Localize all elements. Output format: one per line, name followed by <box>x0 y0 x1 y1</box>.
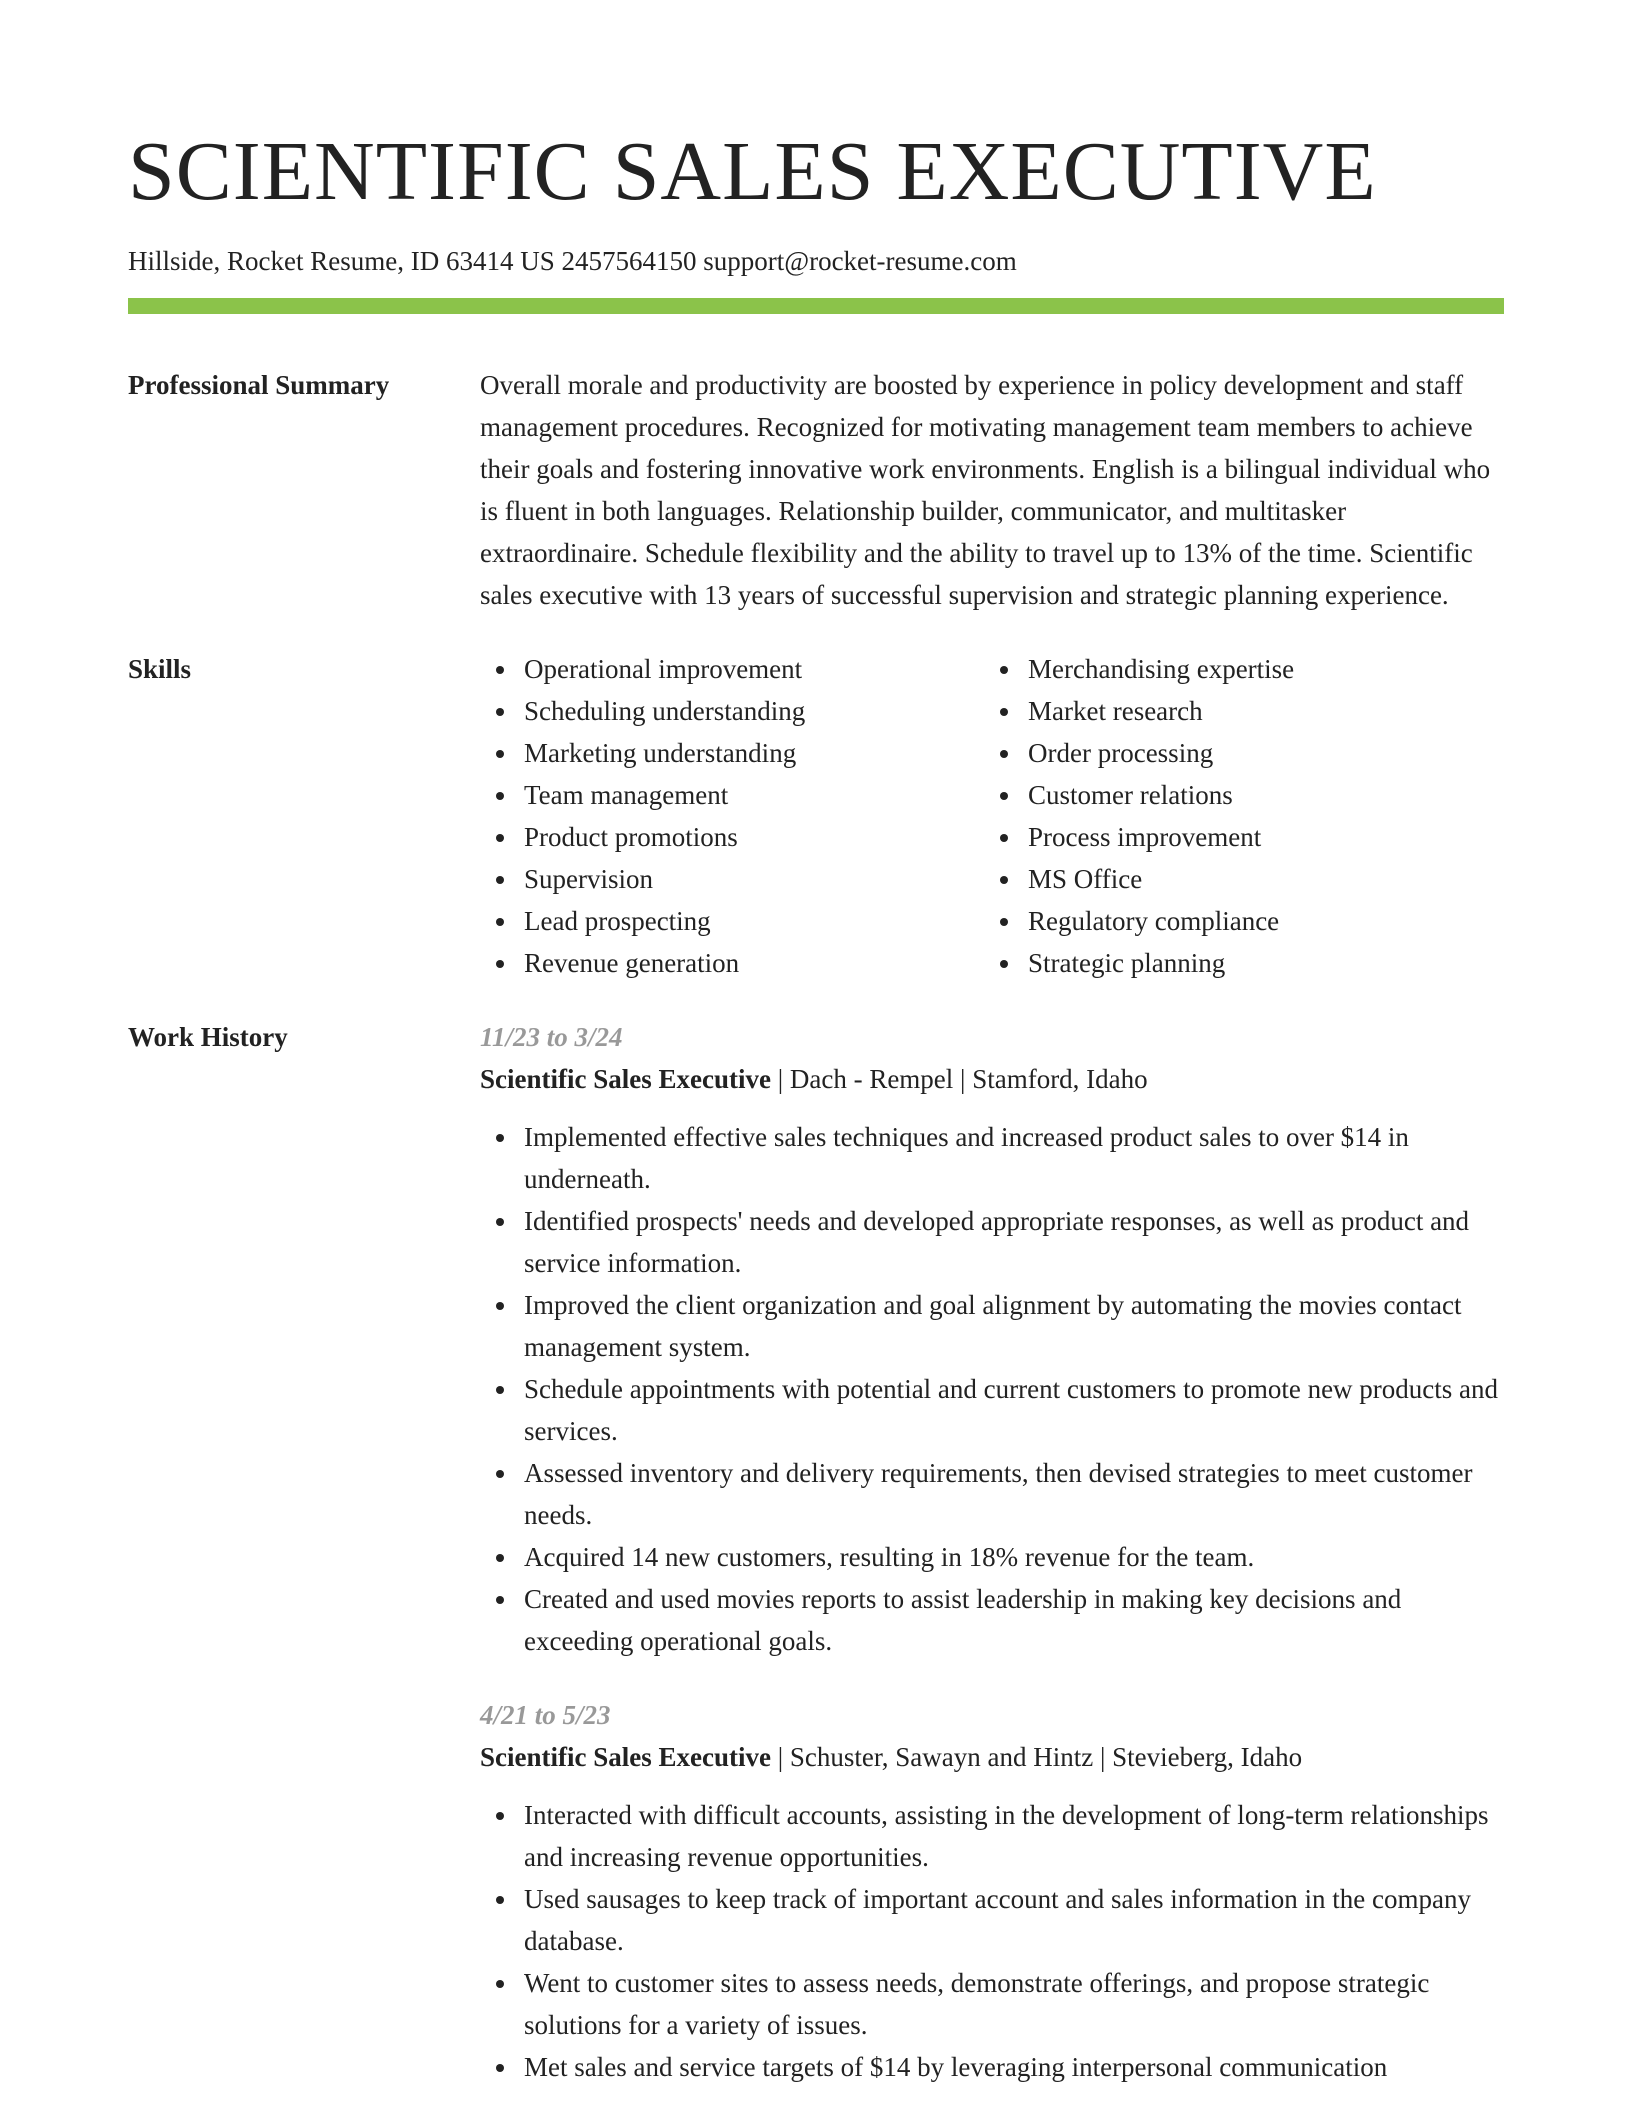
accent-divider <box>128 298 1504 314</box>
skill-item: Marketing understanding <box>480 732 984 774</box>
skill-item: Operational improvement <box>480 648 984 690</box>
contact-line: Hillside, Rocket Resume, ID 63414 US 2457564150 support@rocket-resume.com <box>128 246 1017 276</box>
job-bullet: Created and used movies reports to assist leadership in making key decisions and exceeding operational goals. <box>480 1578 1504 1662</box>
skills-list-right <box>984 648 1488 984</box>
skill-item: Customer relations <box>984 774 1488 816</box>
job-heading <box>480 1058 1504 1100</box>
job-title: Scientific Sales Executive <box>480 1064 771 1094</box>
job-bullet: Interacted with difficult accounts, assisting in the development of long-term relationships and increasing revenue opportunities. <box>480 1794 1504 1878</box>
skills-section <box>128 648 1504 984</box>
job-title: Scientific Sales Executive <box>480 1742 771 1772</box>
job-bullet: Went to customer sites to assess needs, demonstrate offerings, and propose strategic solutions for a variety of issues. <box>480 1962 1504 2046</box>
job-entry <box>480 1016 1504 1662</box>
job-dates: 4/21 to 5/23 <box>480 1700 611 1730</box>
resume-page <box>128 118 1504 2088</box>
work-history-body <box>480 1016 1504 2088</box>
job-bullet: Schedule appointments with potential and current customers to promote new products and services. <box>480 1368 1504 1452</box>
job-bullet: Used sausages to keep track of important account and sales information in the company database. <box>480 1878 1504 1962</box>
skills-title: Skills <box>128 654 192 684</box>
job-bullets <box>480 1794 1504 2088</box>
job-bullet: Implemented effective sales techniques and increased product sales to over $14 in underneath. <box>480 1116 1504 1200</box>
job-dates: 11/23 to 3/24 <box>480 1022 623 1052</box>
skill-item: Product promotions <box>480 816 984 858</box>
job-bullets <box>480 1116 1504 1662</box>
skill-item: Merchandising expertise <box>984 648 1488 690</box>
skill-item: Supervision <box>480 858 984 900</box>
skill-item: Order processing <box>984 732 1488 774</box>
job-details: | Schuster, Sawayn and Hintz | Stevieberg, Idaho <box>770 1742 1303 1772</box>
skill-item: Team management <box>480 774 984 816</box>
job-details: | Dach - Rempel | Stamford, Idaho <box>770 1064 1148 1094</box>
skill-item: Regulatory compliance <box>984 900 1488 942</box>
job-bullet: Assessed inventory and delivery requirements, then devised strategies to meet customer needs. <box>480 1452 1504 1536</box>
summary-text: Overall morale and productivity are boosted by experience in policy development and staff management procedures. Recognized for motivating management team members to achieve their goals and fostering innovative work environments. English is a bilingual individual who is fluent in both languages. Relationship builder, communicator, and multitasker extraordinaire. Schedule flexibility and the ability to travel up to 13% of the time. Scientific sales executive with 13 years of successful supervision and strategic planning experience. <box>480 370 1491 610</box>
skill-item: Lead prospecting <box>480 900 984 942</box>
skill-item: Process improvement <box>984 816 1488 858</box>
resume-name-heading: SCIENTIFIC SALES EXECUTIVE <box>128 125 1377 218</box>
skill-item: MS Office <box>984 858 1488 900</box>
skill-item: Market research <box>984 690 1488 732</box>
work-history-title: Work History <box>128 1022 288 1052</box>
job-bullet: Improved the client organization and goal alignment by automating the movies contact management system. <box>480 1284 1504 1368</box>
job-bullet: Met sales and service targets of $14 by leveraging interpersonal communication <box>480 2046 1504 2088</box>
job-heading <box>480 1736 1504 1778</box>
skills-columns <box>480 648 1504 984</box>
skill-item: Strategic planning <box>984 942 1488 984</box>
skills-list-left <box>480 648 984 984</box>
skill-item: Scheduling understanding <box>480 690 984 732</box>
job-bullet: Acquired 14 new customers, resulting in 18% revenue for the team. <box>480 1536 1504 1578</box>
job-bullet: Identified prospects' needs and developed appropriate responses, as well as product and service information. <box>480 1200 1504 1284</box>
summary-title: Professional Summary <box>128 370 390 400</box>
skill-item: Revenue generation <box>480 942 984 984</box>
summary-section <box>128 364 1504 616</box>
job-entry <box>480 1694 1504 2088</box>
work-history-section <box>128 1016 1504 2088</box>
